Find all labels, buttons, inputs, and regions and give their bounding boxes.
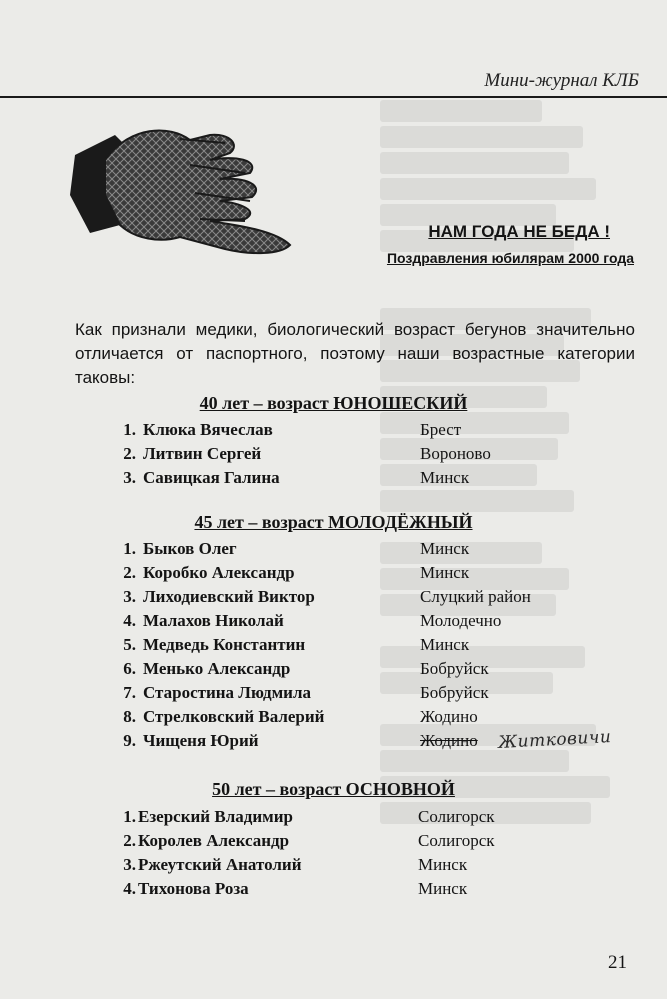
item-number: 2. bbox=[123, 563, 136, 582]
list-item bbox=[0, 442, 667, 466]
item-name: Литвин Сергей bbox=[143, 444, 262, 463]
page-number: 21 bbox=[608, 952, 627, 973]
handwritten-correction: Житковичи bbox=[497, 727, 612, 753]
item-city: Вороново bbox=[420, 444, 491, 463]
item-name: Лиходиевский Виктор bbox=[143, 587, 315, 606]
list-item bbox=[0, 609, 667, 633]
item-number: 3. bbox=[123, 587, 136, 606]
item-city: Бобруйск bbox=[420, 683, 489, 702]
header-rule bbox=[0, 96, 667, 98]
item-city: Минск bbox=[420, 635, 470, 654]
item-name: Малахов Николай bbox=[143, 611, 284, 630]
list-item bbox=[0, 829, 667, 853]
item-city: Минск bbox=[420, 539, 470, 558]
glove-illustration bbox=[60, 115, 300, 265]
item-name: Стрелковский Валерий bbox=[143, 707, 325, 726]
list-item bbox=[0, 537, 667, 561]
item-name: Коробко Александр bbox=[143, 563, 295, 582]
subheadline: Поздравления юбилярам 2000 года bbox=[386, 250, 634, 266]
item-number: 3. bbox=[123, 468, 136, 487]
item-city: Минск bbox=[418, 855, 468, 874]
item-city: Слуцкий район bbox=[420, 587, 531, 606]
item-number: 2. bbox=[123, 444, 136, 463]
list-item bbox=[0, 561, 667, 585]
list-item bbox=[0, 633, 667, 657]
list-item bbox=[0, 657, 667, 681]
item-city: Молодечно bbox=[420, 611, 502, 630]
list-item bbox=[0, 705, 667, 729]
item-number: 8. bbox=[123, 707, 136, 726]
item-name: Езерский Владимир bbox=[138, 807, 293, 826]
item-name: Чищеня Юрий bbox=[143, 731, 259, 750]
list-item bbox=[0, 877, 667, 901]
item-name: Старостина Людмила bbox=[143, 683, 311, 702]
item-name: Королев Александр bbox=[138, 831, 290, 850]
item-city: Солигорск bbox=[418, 807, 495, 826]
item-city: Бобруйск bbox=[420, 659, 489, 678]
item-name: Менько Александр bbox=[143, 659, 291, 678]
item-number: 4. bbox=[123, 879, 136, 898]
item-number: 1. bbox=[123, 807, 136, 826]
intro-text: Как признали медики, биологический возраст бегунов значительно отличается от паспортного, поэтому наши возрастные категории таковы: bbox=[75, 320, 635, 387]
item-city-struck: Жодино bbox=[420, 731, 478, 750]
section-title-40: 40 лет – возраст ЮНОШЕСКИЙ bbox=[199, 393, 468, 413]
item-name: Савицкая Галина bbox=[143, 468, 280, 487]
item-city: Брест bbox=[420, 420, 462, 439]
list-item bbox=[0, 585, 667, 609]
headline: НАМ ГОДА НЕ БЕДА ! bbox=[428, 222, 610, 241]
item-number: 1. bbox=[123, 420, 136, 439]
item-number: 9. bbox=[123, 731, 136, 750]
list-item bbox=[0, 805, 667, 829]
intro-paragraph bbox=[75, 318, 635, 390]
item-name: Ржеутский Анатолий bbox=[138, 855, 302, 874]
item-city: Минск bbox=[420, 468, 470, 487]
item-number: 7. bbox=[123, 683, 136, 702]
list-item bbox=[0, 681, 667, 705]
list-item bbox=[0, 418, 667, 442]
item-number: 1. bbox=[123, 539, 136, 558]
list-item bbox=[0, 466, 667, 490]
section-title-45: 45 лет – возраст МОЛОДЁЖНЫЙ bbox=[194, 512, 473, 532]
list-item bbox=[0, 853, 667, 877]
item-city: Минск bbox=[420, 563, 470, 582]
item-number: 3. bbox=[123, 855, 136, 874]
item-number: 4. bbox=[123, 611, 136, 630]
journal-title: Мини-журнал КЛБ bbox=[484, 70, 639, 91]
section-title-50: 50 лет – возраст ОСНОВНОЙ bbox=[212, 779, 455, 799]
item-number: 5. bbox=[123, 635, 136, 654]
item-number: 6. bbox=[123, 659, 136, 678]
item-name: Медведь Константин bbox=[143, 635, 306, 654]
item-name: Тихонова Роза bbox=[138, 879, 249, 898]
item-city: Минск bbox=[418, 879, 468, 898]
item-name: Быков Олег bbox=[143, 539, 237, 558]
item-city: Солигорск bbox=[418, 831, 495, 850]
item-city: Жодино bbox=[420, 707, 478, 726]
item-number: 2. bbox=[123, 831, 136, 850]
item-name: Клюка Вячеслав bbox=[143, 420, 273, 439]
